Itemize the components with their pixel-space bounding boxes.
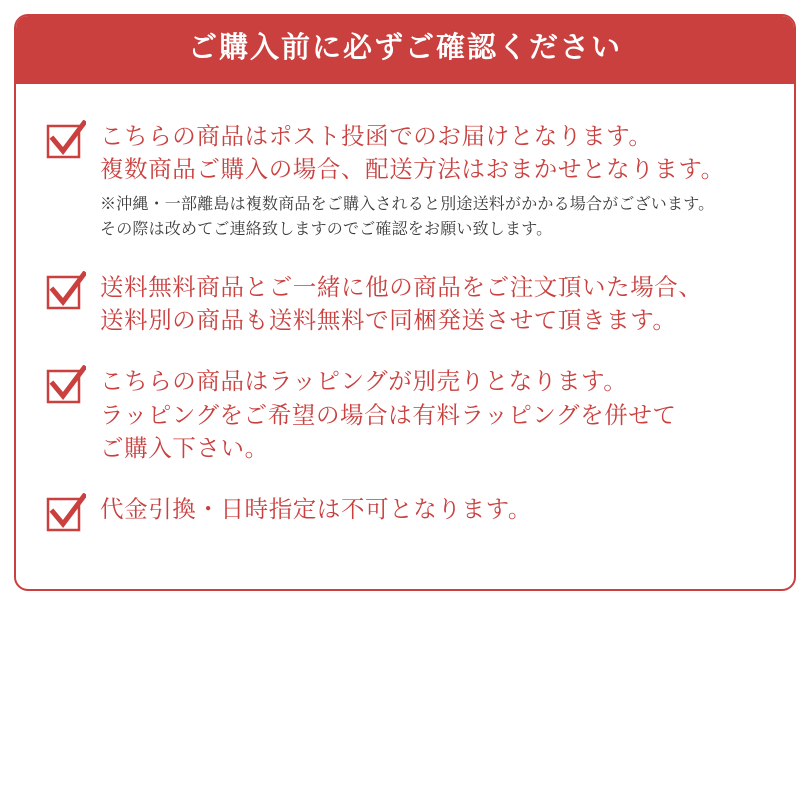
notice-line: 複数商品ご購入の場合、配送方法はおまかせとなります。: [100, 156, 725, 183]
list-item-text: [100, 363, 764, 465]
list-item-text: [100, 491, 764, 526]
purchase-notice-card: [14, 14, 796, 591]
list-item: [46, 491, 764, 533]
notice-line: こちらの商品はポスト投函でのお届けとなります。: [100, 122, 653, 149]
check-icon: [46, 120, 86, 160]
list-item: [46, 363, 764, 465]
notice-line: 送料無料商品とご一緒に他の商品をご注文頂いた場合、: [100, 273, 703, 300]
check-icon: [46, 365, 86, 405]
notice-note-line: その際は改めてご連絡致しますのでご確認をお願い致します。: [100, 220, 553, 238]
notice-line: 代金引換・日時指定は不可となります。: [100, 496, 532, 523]
list-item-text: [100, 118, 764, 243]
notice-note-line: ※沖縄・一部離島は複数商品をご購入されると別途送料がかかる場合がございます。: [100, 195, 715, 213]
check-icon: [46, 493, 86, 533]
list-item-text: [100, 269, 764, 338]
notice-line: こちらの商品はラッピングが別売りとなります。: [100, 368, 628, 395]
list-item: [46, 118, 764, 243]
page-title: ご購入前に必ずご確認ください: [187, 32, 622, 64]
notice-header: [16, 16, 794, 84]
list-item: [46, 269, 764, 338]
check-icon: [46, 271, 86, 311]
notice-body: [16, 84, 794, 589]
notice-line: 送料別の商品も送料無料で同梱発送させて頂きます。: [100, 306, 677, 333]
notice-line: ラッピングをご希望の場合は有料ラッピングを併せて: [100, 401, 677, 428]
notice-line: ご購入下さい。: [100, 434, 269, 461]
